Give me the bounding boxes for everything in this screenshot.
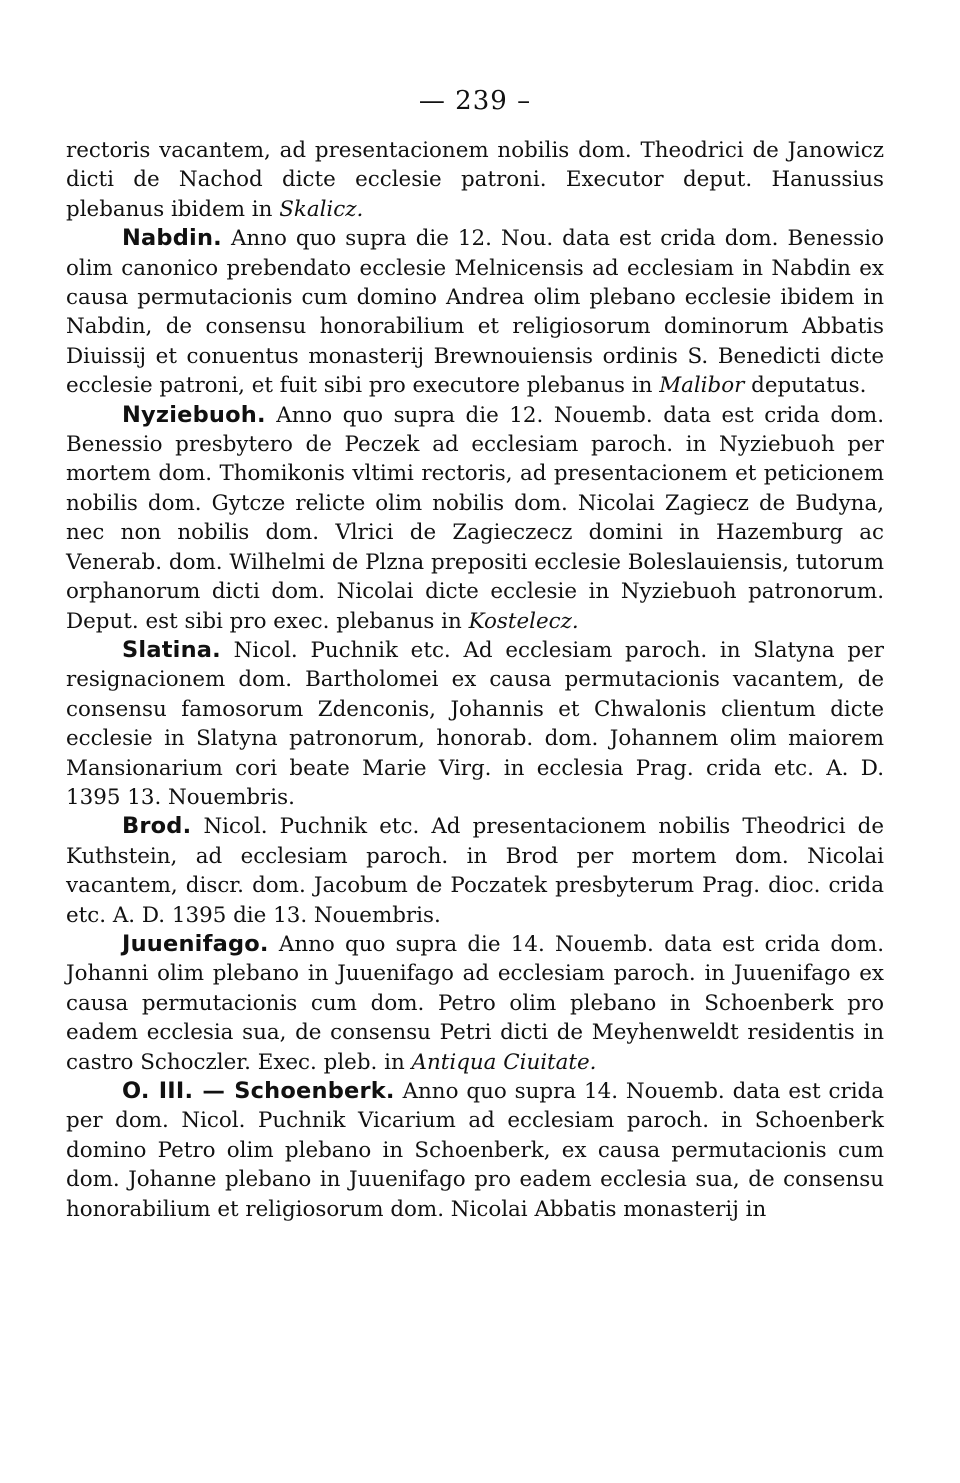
entry-heading: Nyziebuoh. <box>122 401 266 428</box>
page-number: — 239 – <box>418 86 532 116</box>
place-name-italic: Kostelecz. <box>468 608 579 634</box>
place-name-italic: Skalicz. <box>279 196 364 222</box>
entry-text: Nicol. Puchnik etc. Ad presentacionem nobilis Theodrici de Kuthstein, ad ecclesiam paroch. in Brod per mortem dom. Nicolai vacantem, discr. dom. Jacobum de Poczatek presbyterum Prag. dioc. crida etc. A. D. 1395 die 13. Nouembris. <box>66 814 884 928</box>
entry-schoenberk <box>66 1077 884 1224</box>
entry-nabdin <box>66 224 884 400</box>
entry-text: Anno quo supra die 12. Nouemb. data est crida dom. Benessio presbytero de Peczek ad ecclesiam paroch. in Nyziebuoh per mortem dom. Thomikonis vltimi rectoris, ad presentacionem et peticionem nobilis dom. Gytcze relicte olim nobilis dom. Nicolai Zagiecz de Budyna, nec non nobilis dom. Vlrici de Zagieczecz domini in Hazemburg ac Venerab. dom. Wilhelmi de Plzna prepositi ecclesie Boleslauiensis, tutorum orphanorum dicti dom. Nicolai dicte ecclesie in Nyziebuoh patronorum. Deput. est sibi pro exec. plebanus in <box>66 402 884 634</box>
entry-text: Anno quo supra die 14. Nouemb. data est crida dom. Johanni olim plebano in Juuenifago ad ecclesiam paroch. in Juuenifago ex causa permutacionis cum dom. Petro olim plebano in Schoenberk pro eadem ecclesia sua, de consensu Petri dicti de Meyhenweldt residentis in castro Schoczler. Exec. pleb. in <box>66 931 884 1075</box>
entry-text: Anno quo supra 14. Nouemb. data est crida per dom. Nicol. Puchnik Vicarium ad ecclesiam paroch. in Schoenberk domino Petro olim plebano in Schoenberk, ex causa permutacionis cum dom. Johanne plebano in Juuenifago pro eadem ecclesia sua, de consensu honorabilium et religiosorum dom. Nicolai Abbatis monasterij in <box>66 1079 884 1222</box>
entry-heading: Brod. <box>122 813 192 840</box>
paragraph-continuation <box>66 136 884 224</box>
entry-heading: O. III. — Schoenberk. <box>122 1078 395 1104</box>
entry-text: Nicol. Puchnik etc. Ad ecclesiam paroch. in Slatyna per resignacionem dom. Bartholomei ex causa permutacionis vacantem, de consensu famosorum Zdenconis, Johannis et Chwalonis clientum dicte ecclesie in Slatyna patronorum, honorab. dom. Johannem olim maiorem Mansionarium cori beate Marie Virg. in ecclesia Prag. crida etc. A. D. 1395 13. Nouembris. <box>66 637 884 810</box>
entry-slatina <box>66 636 884 812</box>
entry-juuenifago <box>66 930 884 1077</box>
place-name-italic: Antiqua Ciuitate. <box>411 1049 597 1075</box>
document-page <box>66 84 884 1224</box>
paragraph-text: rectoris vacantem, ad presentacionem nobilis dom. Theodrici de Janowicz dicti de Nachod dicte ecclesie patroni. Executor deput. Hanussius plebanus ibidem in <box>66 138 884 222</box>
entry-heading: Juuenifago. <box>122 930 269 957</box>
entry-text: Anno quo supra die 12. Nou. data est crida dom. Benessio olim canonico prebendato ecclesie Melnicensis ad ecclesiam in Nabdin ex causa permutacionis cum domino Andrea olim plebano ecclesie ibidem in Nabdin, de consensu honorabilium et religiosorum dominorum Abbatis Diuissij et conuentus monasterij Brewnouiensis ordinis S. Benedicti dicte ecclesie patroni, et fuit sibi pro executore plebanus in <box>66 226 884 399</box>
entry-text-end: deputatus. <box>744 373 867 399</box>
entry-heading: Slatina. <box>122 636 221 663</box>
entry-nyziebuoh <box>66 401 884 636</box>
entry-heading: Nabdin. <box>122 225 222 252</box>
place-name-italic: Malibor <box>659 373 745 399</box>
entry-brod <box>66 812 884 930</box>
